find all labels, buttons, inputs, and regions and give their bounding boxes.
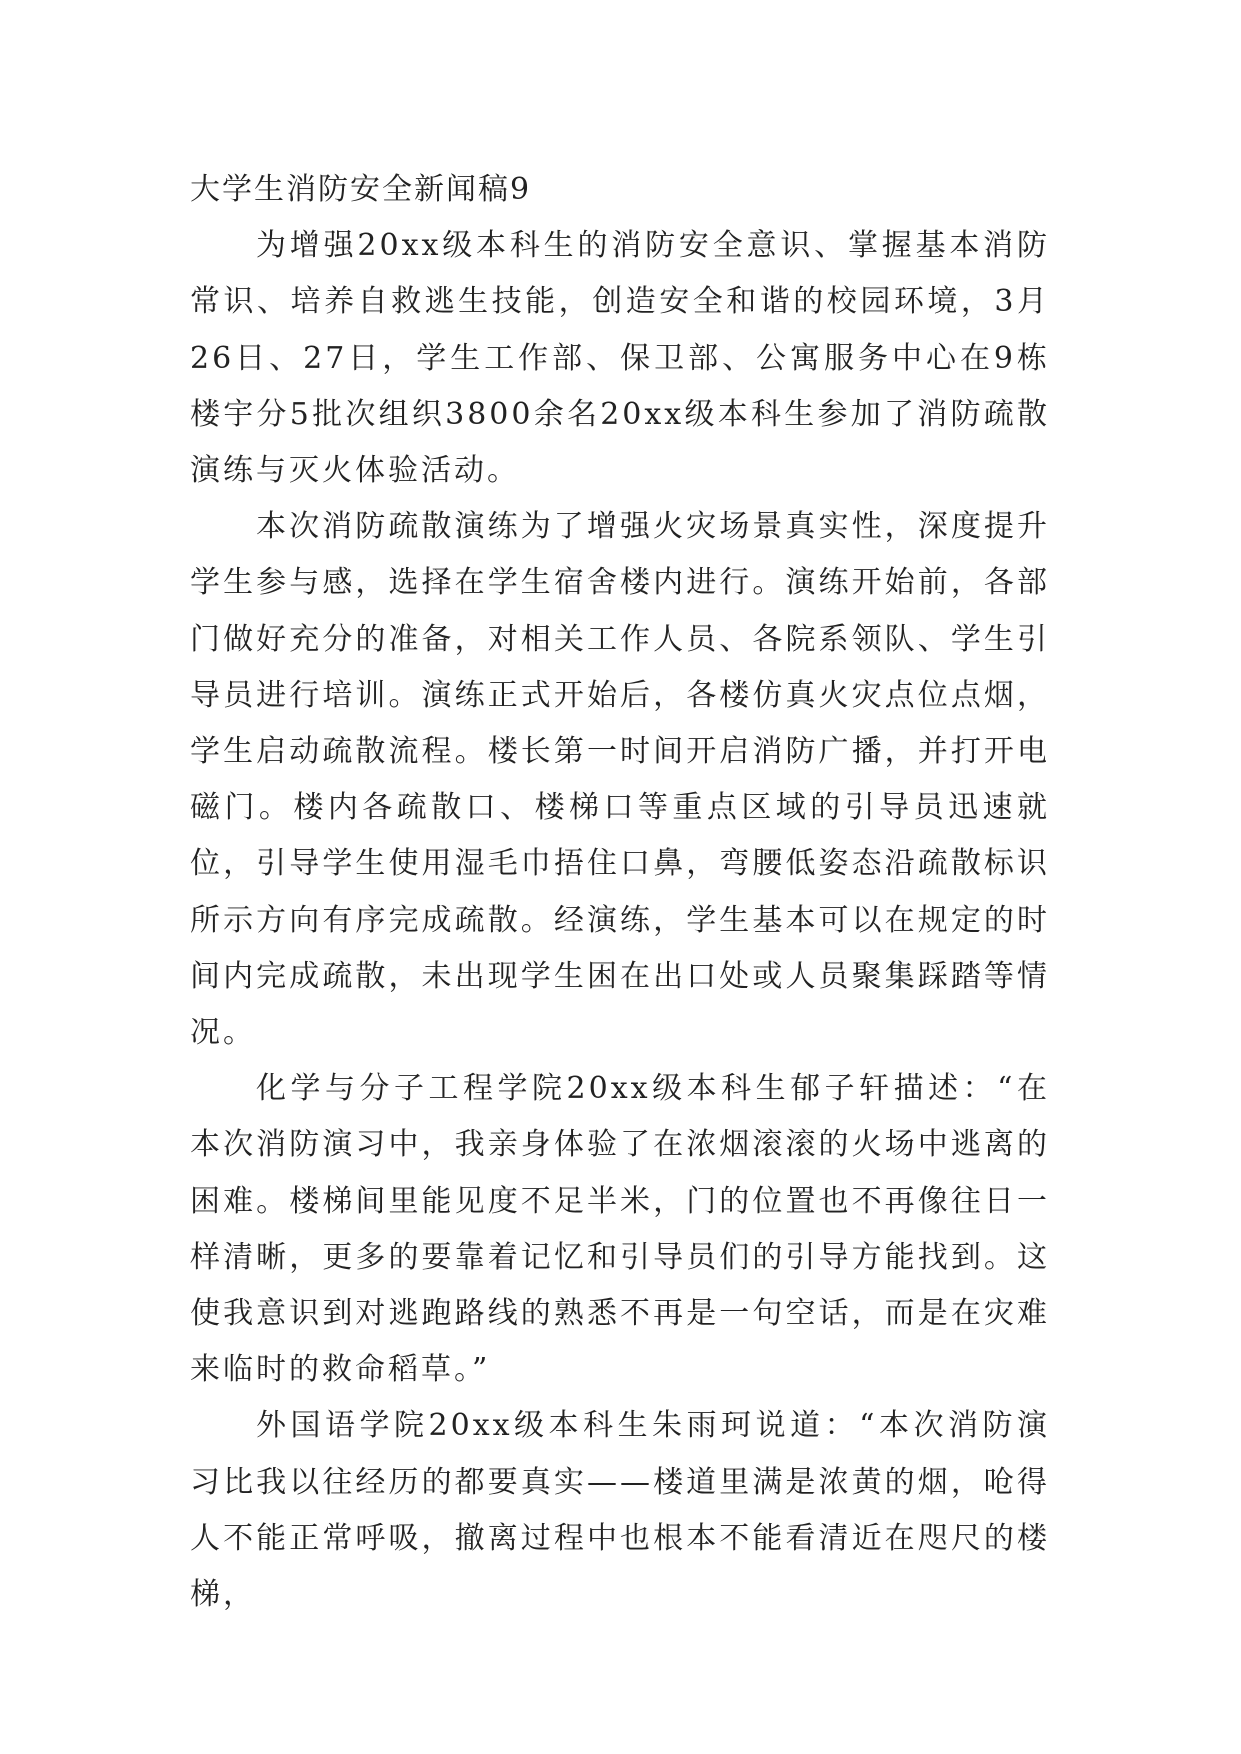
paragraph-1: 为增强20xx级本科生的消防安全意识、掌握基本消防常识、培养自救逃生技能，创造安全和谐的校园环境，3月26日、27日，学生工作部、保卫部、公寓服务中心在9栋楼宇分5批次组织3800余名20xx级本科生参加了消防疏散演练与灭火体验活动。 — [190, 228, 1050, 489]
document-title: 大学生消防安全新闻稿9 — [190, 172, 532, 207]
document-body — [190, 162, 1050, 1623]
paragraph-3: 化学与分子工程学院20xx级本科生郁子轩描述：“在本次消防演习中，我亲身体验了在浓烟滚滚的火场中逃离的困难。楼梯间里能见度不足半米，门的位置也不再像往日一样清晰，更多的要靠着记忆和引导员们的引导方能找到。这使我意识到对逃跑路线的熟悉不再是一句空话，而是在灾难来临时的救命稻草。” — [190, 1071, 1050, 1388]
paragraph-2: 本次消防疏散演练为了增强火灾场景真实性，深度提升学生参与感，选择在学生宿舍楼内进行。演练开始前，各部门做好充分的准备，对相关工作人员、各院系领队、学生引导员进行培训。演练正式开始后，各楼仿真火灾点位点烟，学生启动疏散流程。楼长第一时间开启消防广播，并打开电磁门。楼内各疏散口、楼梯口等重点区域的引导员迅速就位，引导学生使用湿毛巾捂住口鼻，弯腰低姿态沿疏散标识所示方向有序完成疏散。经演练，学生基本可以在规定的时间内完成疏散，未出现学生困在出口处或人员聚集踩踏等情况。 — [190, 509, 1050, 1051]
paragraph-4: 外国语学院20xx级本科生朱雨珂说道：“本次消防演习比我以往经历的都要真实——楼道里满是浓黄的烟，呛得人不能正常呼吸，撤离过程中也根本不能看清近在咫尺的楼梯， — [190, 1408, 1050, 1613]
